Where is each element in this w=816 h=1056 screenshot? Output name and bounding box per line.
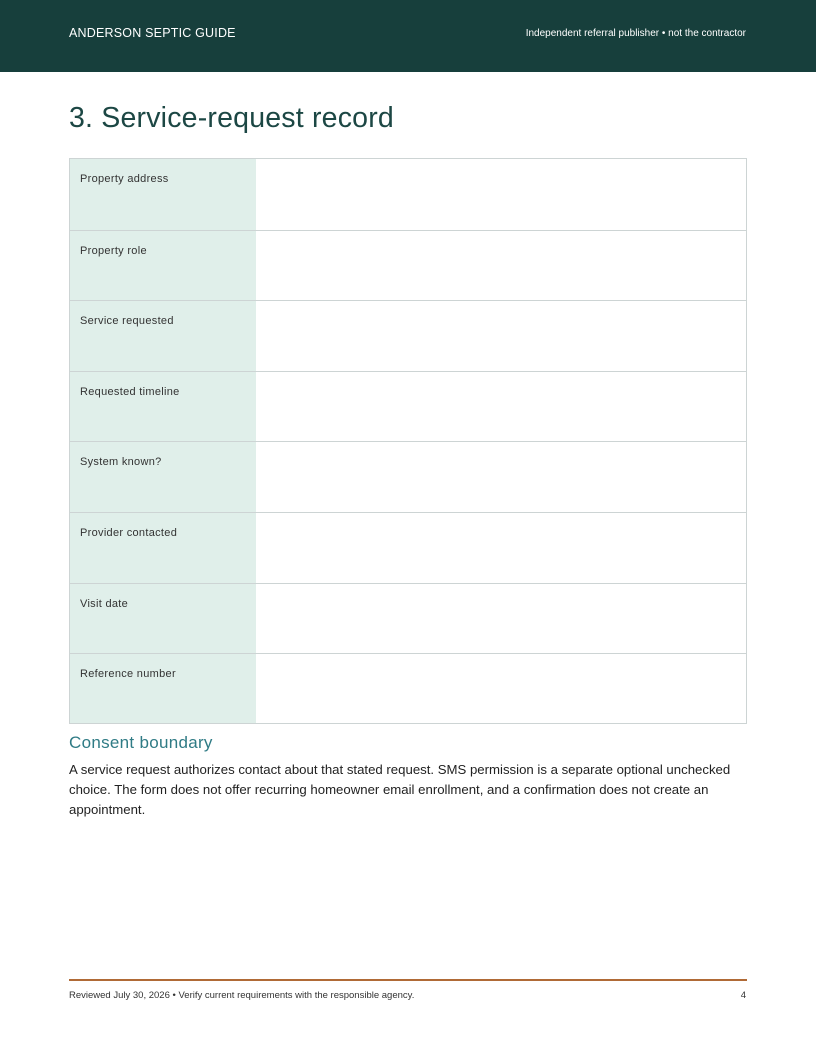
record-row-system-known: [70, 441, 746, 512]
service-request-record-table: [69, 158, 747, 724]
row-label-cell: [70, 301, 256, 371]
row-label-service-requested: Service requested: [80, 315, 174, 327]
row-label-system-known: System known?: [80, 456, 162, 468]
service-requested-field[interactable]: [256, 301, 746, 371]
section-title: 3. Service-request record: [69, 102, 394, 134]
row-label-cell: [70, 159, 256, 230]
row-label-property-address: Property address: [80, 173, 169, 185]
row-label-cell: [70, 654, 256, 723]
footer-divider: [69, 979, 747, 981]
record-row-property-address: [70, 159, 746, 230]
consent-boundary-text: A service request authorizes contact about that stated request. SMS permission is a separate optional unchecked choice. The form does not offer recurring homeowner email enrollment, and a confirmation does not create an appointment.: [69, 762, 731, 817]
record-row-visit-date: [70, 583, 746, 653]
footer-review-note: Reviewed July 30, 2026 • Verify current requirements with the responsible agency.: [69, 990, 415, 1001]
provider-contacted-field[interactable]: [256, 513, 746, 583]
row-label-cell: [70, 372, 256, 441]
row-label-cell: [70, 513, 256, 583]
visit-date-field[interactable]: [256, 584, 746, 653]
property-role-field[interactable]: [256, 231, 746, 300]
row-label-provider-contacted: Provider contacted: [80, 527, 178, 539]
requested-timeline-field[interactable]: [256, 372, 746, 441]
row-label-cell: [70, 231, 256, 300]
row-label-reference-number: Reference number: [80, 668, 176, 680]
record-row-property-role: [70, 230, 746, 300]
row-label-requested-timeline: Requested timeline: [80, 386, 180, 398]
record-row-requested-timeline: [70, 371, 746, 441]
reference-number-field[interactable]: [256, 654, 746, 723]
row-label-property-role: Property role: [80, 245, 147, 257]
record-row-reference-number: [70, 653, 746, 723]
record-row-provider-contacted: [70, 512, 746, 583]
header-band: [0, 0, 816, 72]
system-known-field[interactable]: [256, 442, 746, 512]
row-label-cell: [70, 442, 256, 512]
publisher-tagline: Independent referral publisher • not the contractor: [525, 28, 746, 39]
publisher-name: ANDERSON SEPTIC GUIDE: [69, 26, 236, 40]
record-row-service-requested: [70, 300, 746, 371]
property-address-field[interactable]: [256, 159, 746, 230]
page-number: 4: [740, 990, 746, 1001]
row-label-cell: [70, 584, 256, 653]
consent-boundary-heading: Consent boundary: [69, 733, 213, 752]
row-label-visit-date: Visit date: [80, 598, 129, 610]
